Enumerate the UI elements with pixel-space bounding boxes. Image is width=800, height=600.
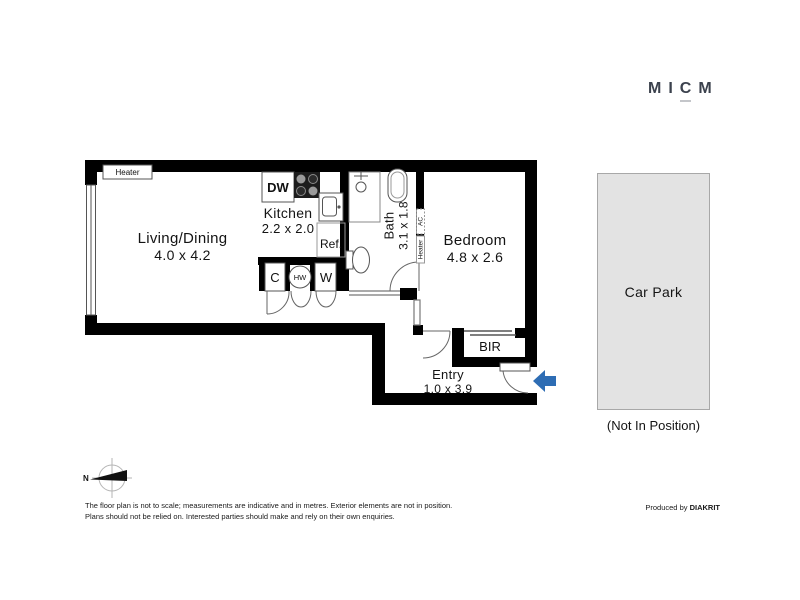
room-label-bedroom <box>429 232 521 265</box>
heater-living-label: Heater <box>115 168 140 177</box>
refrigerator-label: Ref. <box>319 237 343 251</box>
room-dims: 4.0 x 4.2 <box>154 247 211 263</box>
car-park-label: Car Park <box>624 283 683 300</box>
logo-letter: M <box>648 80 662 97</box>
room-label-entry <box>410 367 486 396</box>
room-label-bath <box>382 191 411 261</box>
hot-water-label: HW <box>293 273 307 282</box>
room-label-living <box>110 230 255 263</box>
stove-icon <box>294 172 320 198</box>
room-name: Kitchen <box>263 205 313 221</box>
bath-door-arc <box>390 262 419 291</box>
logo-letter: M <box>698 80 712 97</box>
compass <box>83 458 132 498</box>
shower-enclosure <box>349 172 380 222</box>
heater-bedroom-label: Heater <box>417 239 425 260</box>
car-park-area <box>597 173 710 410</box>
logo-letter: C <box>680 80 692 102</box>
closet-door-arcs <box>267 291 336 314</box>
shower-head-icon <box>354 172 368 192</box>
compass-north-label: N <box>83 474 89 483</box>
room-name: Bath <box>381 211 397 240</box>
hall-door-arc <box>423 331 450 358</box>
disclaimer <box>85 500 452 522</box>
produced-by-prefix: Produced by <box>645 503 690 512</box>
toilet-icon <box>346 247 370 273</box>
room-label-kitchen <box>250 205 326 236</box>
bir-label: BIR <box>479 339 501 354</box>
dishwasher-label: DW <box>267 180 289 195</box>
cupboard-label: C <box>270 270 280 285</box>
compass-needle-icon <box>90 470 127 481</box>
window-glyph <box>87 185 96 315</box>
producer-brand: DIAKRIT <box>689 503 720 512</box>
bir-sliding-doors <box>464 331 516 335</box>
logo-letter: I <box>668 80 673 97</box>
room-dims: 1.0 x 3.9 <box>423 382 473 396</box>
washer-label: W <box>319 270 333 285</box>
room-name: Bedroom <box>443 232 507 249</box>
ac-label: AC <box>417 216 425 227</box>
disclaimer-line: The floor plan is not to scale; measurements are indicative and in metres. Exterior elements are not in position. <box>85 501 453 510</box>
room-dims: 2.2 x 2.0 <box>261 221 315 236</box>
produced-by <box>560 503 720 512</box>
room-dims: 3.1 x 1.8 <box>396 201 411 250</box>
room-name: Living/Dining <box>137 230 228 247</box>
room-name: Entry <box>432 367 464 382</box>
disclaimer-line: Plans should not be relied on. Interested parties should make and rely on their own enquiries. <box>85 512 395 521</box>
room-dims: 4.8 x 2.6 <box>446 249 504 265</box>
car-park-note: (Not In Position) <box>606 418 701 433</box>
